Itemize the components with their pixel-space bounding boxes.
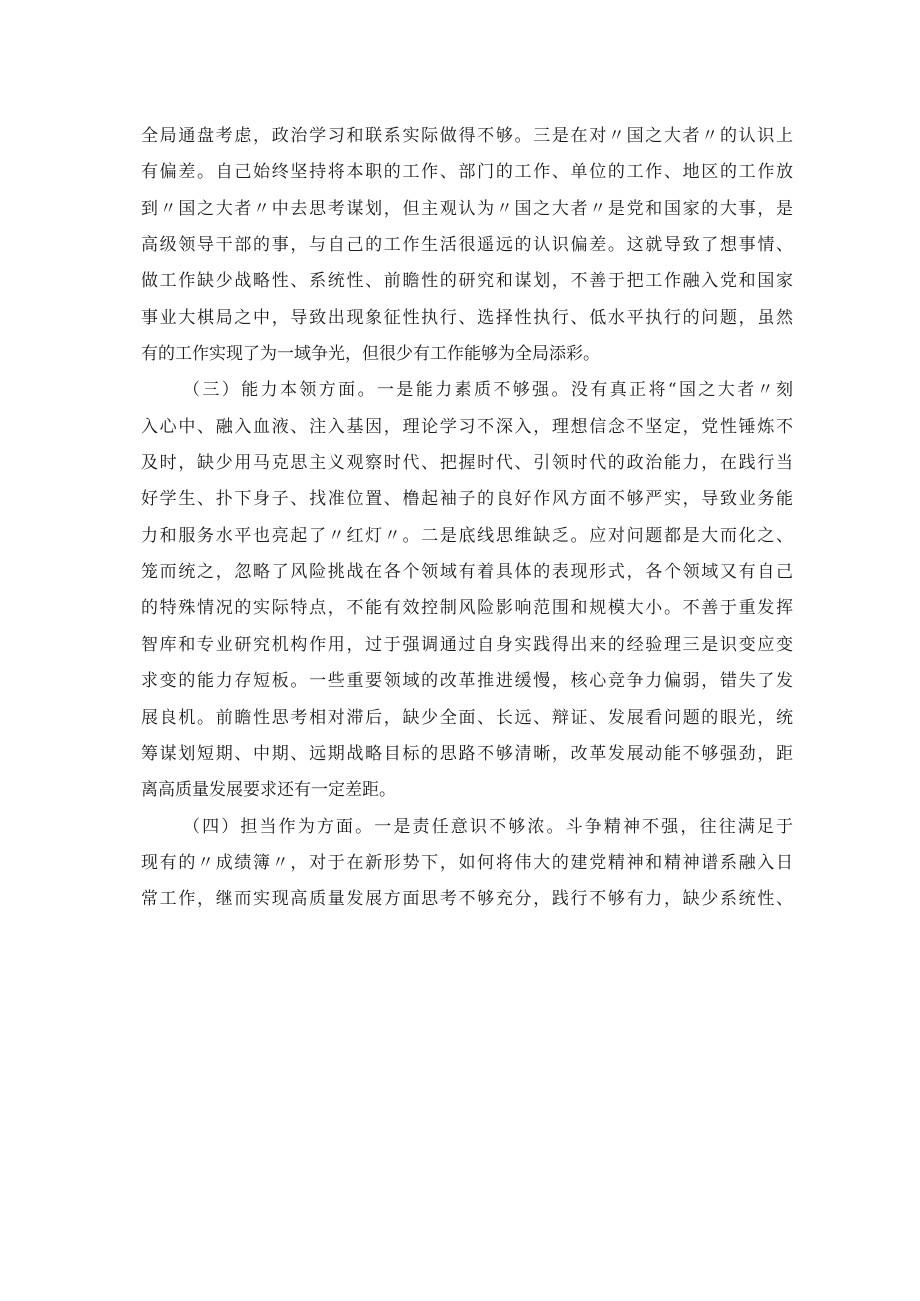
paragraph-2 bbox=[141, 372, 793, 808]
text-line: 好学生、扑下身子、找准位置、橹起袖子的良好作风方面不够严实，导致业务能 bbox=[141, 489, 793, 510]
text-line: 力和服务水平也亮起了〃红灯〃。二是底线思维缺乏。应对问题都是大而化之、 bbox=[141, 525, 793, 546]
text-line: 到〃国之大者〃中去思考谋划，但主观认为〃国之大者〃是党和国家的大事，是 bbox=[141, 198, 793, 219]
text-line: 的特殊情况的实际特点，不能有效控制风险影响范围和规模大小。不善于重发挥 bbox=[141, 598, 793, 619]
text-line: 常工作，继而实现高质量发展方面思考不够充分，践行不够有力，缺少系统性、 bbox=[141, 889, 793, 910]
text-line: 离高质量发展要求还有一定差距。 bbox=[141, 780, 396, 801]
text-line: 筹谋划短期、中期、远期战略目标的思路不够清晰，改革发展动能不够强劲，距 bbox=[141, 743, 793, 764]
text-line: 现有的〃成绩簿〃，对于在新形势下，如何将伟大的建党精神和精神谱系融入日 bbox=[141, 852, 793, 873]
text-line: 笼而统之，忽略了风险挑战在各个领域有着具体的表现形式，各个领域又有自己 bbox=[141, 562, 793, 583]
text-line: 事业大棋局之中，导致出现象征性执行、选择性执行、低水平执行的问题，虽然 bbox=[141, 307, 793, 328]
paragraph-1 bbox=[141, 118, 793, 372]
text-line: 及时，缺少用马克思主义观察时代、把握时代、引领时代的政治能力，在践行当 bbox=[141, 453, 793, 474]
section-heading-line: （三）能力本领方面。一是能力素质不够强。没有真正将“国之大者〃刻 bbox=[183, 380, 793, 401]
text-line: 智库和专业研究机构作用，过于强调通过自身实践得出来的经验理三是识变应变 bbox=[141, 634, 793, 655]
text-line: 有的工作实现了为一域争光，但很少有工作能够为全局添彩。 bbox=[141, 344, 600, 365]
text-line: 高级领导干部的事，与自己的工作生活很遥远的认识偏差。这就导致了想事情、 bbox=[141, 235, 793, 256]
text-line: 展良机。前瞻性思考相对滞后，缺少全面、长远、辩证、发展看问题的眼光，统 bbox=[141, 707, 793, 728]
text-line: 做工作缺少战略性、系统性、前瞻性的研究和谋划，不善于把工作融入党和国家 bbox=[141, 271, 793, 292]
text-line: 入心中、融入血液、注入基因，理论学习不深入，理想信念不坚定，党性锤炼不 bbox=[141, 416, 793, 437]
document-body bbox=[141, 118, 793, 918]
section-heading-line: （四）担当作为方面。一是责任意识不够浓。斗争精神不强，往往满足于 bbox=[183, 816, 793, 837]
text-line: 全局通盘考虑，政治学习和联系实际做得不够。三是在对〃国之大者〃的认识上 bbox=[141, 126, 793, 146]
paragraph-3 bbox=[141, 809, 793, 918]
text-line: 求变的能力存短板。一些重要领域的改革推进缓慢，核心竞争力偏弱，错失了发 bbox=[141, 671, 793, 692]
text-line: 有偏差。自己始终坚持将本职的工作、部门的工作、单位的工作、地区的工作放 bbox=[141, 162, 793, 183]
